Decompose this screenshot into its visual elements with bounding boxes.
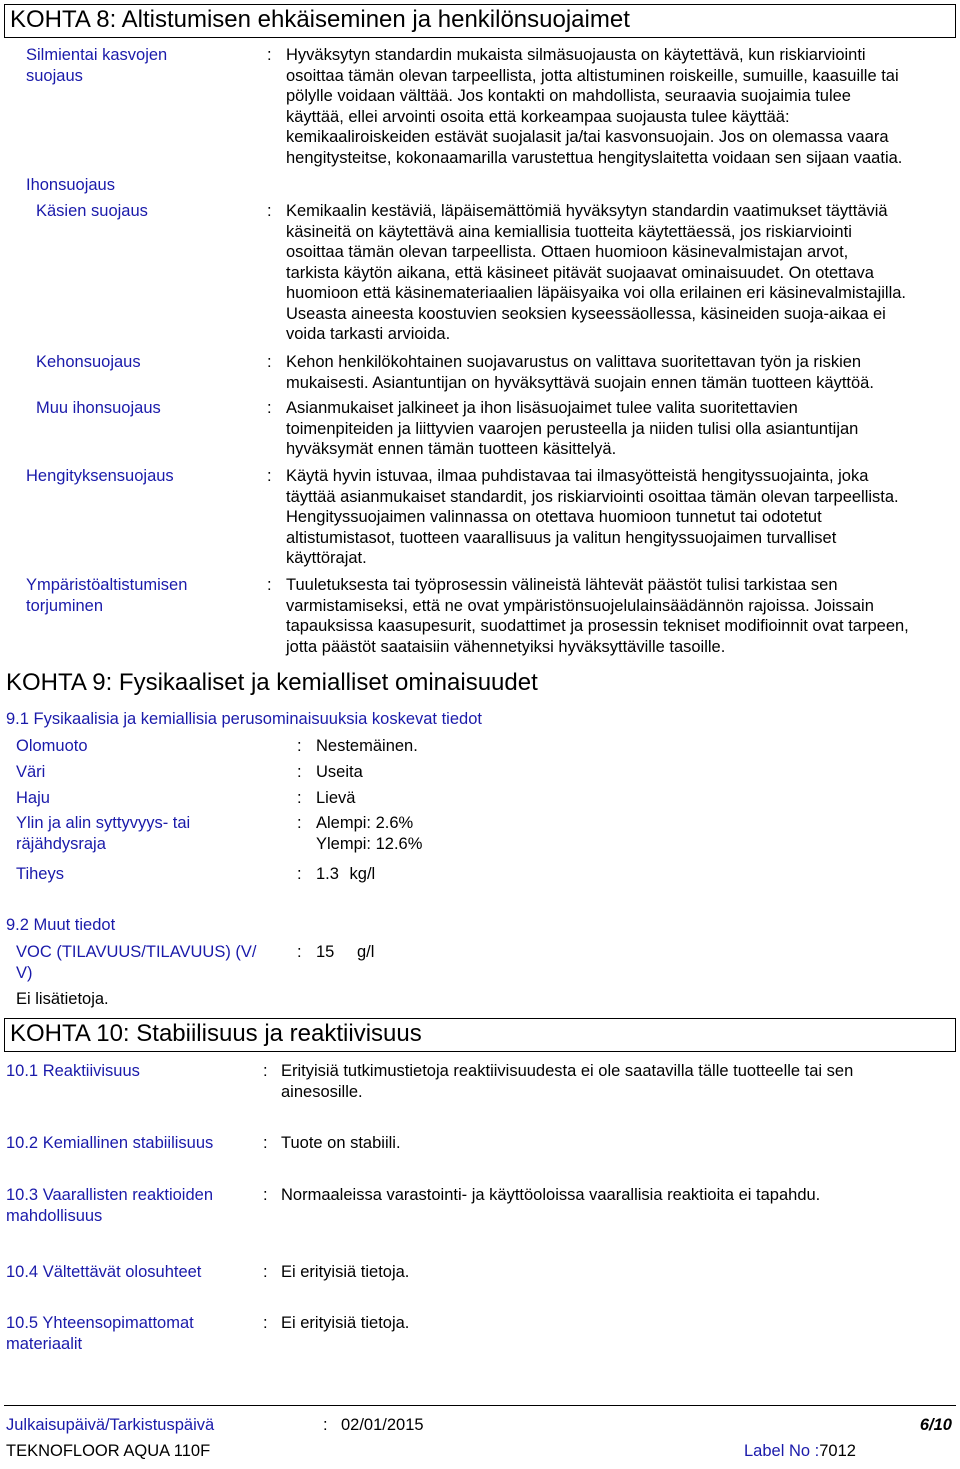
text-line: tarkista käytön aikana, että käsineet pitävät suojaavat ominaisuudet. On otettava <box>286 263 874 282</box>
text-line: tapauksissa kaasupesurit, suodattimet ja prosessin tekniset modifioinnit ovat tarpeen, <box>286 617 909 635</box>
property-colon: : <box>297 943 302 961</box>
footer-date-value: 02/01/2015 <box>341 1416 424 1434</box>
hand-protection-colon: : <box>267 202 272 220</box>
flammability-label-line1: Ylin ja alin syttyvyys- tai <box>16 814 191 832</box>
respiratory-protection-text <box>286 466 956 569</box>
chemical-stability-label-line1: 10.2 Kemiallinen stabiilisuus <box>6 1134 214 1152</box>
eye-protection-colon: : <box>267 46 272 64</box>
footer-divider <box>4 1405 956 1406</box>
label-no-value: 7012 <box>819 1442 856 1460</box>
property-colon: : <box>297 763 302 781</box>
voc-value: 15 <box>316 943 335 961</box>
property-label-color: Väri <box>16 763 46 781</box>
voc-label-line2: V) <box>16 963 33 982</box>
body-protection-colon: : <box>267 353 272 371</box>
reactivity-label-line1: 10.1 Reaktiivisuus <box>6 1062 140 1080</box>
property-colon: : <box>297 814 302 832</box>
text-line: hyväksymät ennen tämän tuotteen käsittelyä. <box>286 440 617 458</box>
text-line: Kehon henkilökohtainen suojavarustus on valittava suoritettavan työn ja riskien <box>286 353 862 371</box>
hand-protection-text <box>286 201 956 345</box>
text-line: Hyväksytyn standardin mukaista silmäsuojausta on käytettävä, kun riskiarviointi <box>286 46 866 64</box>
eye-protection-label-line2: suojaus <box>26 66 83 85</box>
section-8-title: KOHTA 8: Altistumisen ehkäiseminen ja henkilönsuojaimet <box>10 6 630 33</box>
text-line: käyttörajat. <box>286 549 367 567</box>
section-10-colon: : <box>263 1186 268 1204</box>
text-line: voida tarkasti arvioida. <box>286 325 451 343</box>
section-9-2-heading: 9.2 Muut tiedot <box>6 916 116 934</box>
property-value-density <box>316 864 375 885</box>
environmental-exposure-text <box>286 575 956 657</box>
section-9-title: KOHTA 9: Fysikaaliset ja kemialliset ominaisuudet <box>6 669 538 696</box>
text-line: pölylle voidaan välttää. Jos kontakti on mahdollista, seuraavia suojaimia tulee <box>286 87 851 105</box>
skin-protection-heading: Ihonsuojaus <box>26 176 115 194</box>
text-line: käyttää, ellei arvointi osoita että korkeampaa suojausta tulee käyttää: <box>286 107 790 126</box>
section-10-colon: : <box>263 1263 268 1281</box>
property-value-color: Useita <box>316 763 363 781</box>
conditions-to-avoid-label <box>6 1262 201 1283</box>
other-skin-protection-colon: : <box>267 399 272 417</box>
text-line: Erityisiä tutkimustietoja reaktiivisuudesta ei ole saatavilla tälle tuotteelle tai sen <box>281 1062 854 1080</box>
text-line: Kemikaalin kestäviä, läpäisemättömiä hyväksytyn standardin vaatimukset täyttäviä <box>286 202 888 220</box>
voc-unit: g/l <box>356 943 375 961</box>
conditions-to-avoid-value: Ei erityisiä tietoja. <box>281 1263 410 1281</box>
footer-label-number <box>744 1441 856 1462</box>
text-line: kemikaaliroiskeiden estävät suojalasit ja/tai kasvonsuojain. Jos on olemassa vaara <box>286 128 889 146</box>
conditions-to-avoid-label-line1: 10.4 Vältettävät olosuhteet <box>6 1263 202 1281</box>
property-value-flammability <box>316 813 422 854</box>
text-line: Tuuletuksesta tai työprosessin välineistä lähtevät päästöt tulisi tarkistaa sen <box>286 576 838 594</box>
hazardous-reactions-value: Normaaleissa varastointi- ja käyttöoloissa vaarallisia reaktioita ei tapahdu. <box>281 1186 821 1204</box>
body-protection-label: Kehonsuojaus <box>36 353 141 371</box>
property-colon: : <box>297 865 302 883</box>
property-label-appearance: Olomuoto <box>16 737 88 755</box>
flammability-label-line2: räjähdysraja <box>16 834 106 853</box>
text-line: Useasta aineesta koostuvien seoksien kyseessäollessa, käsineiden suoja-aikaa ei <box>286 304 886 323</box>
text-line: ainesosille. <box>281 1082 363 1101</box>
section-8-heading <box>4 4 956 38</box>
section-10-title: KOHTA 10: Stabiilisuus ja reaktiivisuus <box>10 1020 422 1047</box>
chemical-stability-label <box>6 1133 213 1154</box>
flammability-lower: Alempi: 2.6% <box>316 814 414 832</box>
section-10-colon: : <box>263 1314 268 1332</box>
footer-colon: : <box>323 1416 328 1434</box>
property-colon: : <box>297 789 302 807</box>
property-label-flammability <box>16 813 190 854</box>
no-additional-info: Ei lisätietoja. <box>16 990 109 1008</box>
body-protection-text <box>286 352 956 393</box>
property-value-appearance: Nestemäinen. <box>316 737 418 755</box>
text-line: mukaisesti. Asiantuntijan on hyväksyttävä suojain ennen tämän tuotteen käyttöä. <box>286 373 874 392</box>
section-9-1-heading: 9.1 Fysikaalisia ja kemiallisia perusominaisuuksia koskevat tiedot <box>6 710 482 728</box>
section-10-heading <box>4 1018 956 1052</box>
environmental-exposure-colon: : <box>267 576 272 594</box>
text-line: Asianmukaiset jalkineet ja ihon lisäsuojaimet tulee valita suoritettavien <box>286 399 798 417</box>
footer-date-label: Julkaisupäivä/Tarkistuspäivä <box>6 1416 215 1434</box>
other-skin-protection-text <box>286 398 956 460</box>
text-line: hengitysteitse, kokonaamarilla varustettua hengityslaitetta voidaan sen sijaan vaatia. <box>286 148 903 167</box>
text-line: huomioon että käsinemateriaalien läpäisyaika voi olla erilainen eri käsinevalmistajilla. <box>286 284 906 302</box>
reactivity-value <box>281 1061 951 1102</box>
text-line: toimenpiteiden ja liittyvien vaarojen perusteella ja niiden tulisi olla asiantuntijan <box>286 419 859 438</box>
incompatible-materials-value: Ei erityisiä tietoja. <box>281 1314 410 1332</box>
section-10-colon: : <box>263 1062 268 1080</box>
environmental-exposure-label-line1: Ympäristöaltistumisen <box>26 576 188 594</box>
text-line: täyttää asianmukaiset standardit, jos riskiarviointi osoittaa tämän olevan tarpeellista. <box>286 487 899 506</box>
incompatible-materials-label-line2: materiaalit <box>6 1334 83 1353</box>
hand-protection-label: Käsien suojaus <box>36 202 148 220</box>
chemical-stability-value: Tuote on stabiili. <box>281 1134 401 1152</box>
footer-product-name: TEKNOFLOOR AQUA 110F <box>6 1442 211 1460</box>
property-colon: : <box>297 737 302 755</box>
property-label-density: Tiheys <box>16 865 64 883</box>
hazardous-reactions-label-line1: 10.3 Vaarallisten reaktioiden <box>6 1186 213 1204</box>
text-line: Käytä hyvin istuvaa, ilmaa puhdistavaa tai ilmasyötteistä hengityssuojainta, joka <box>286 467 869 485</box>
respiratory-protection-label: Hengityksensuojaus <box>26 467 174 485</box>
hazardous-reactions-label <box>6 1185 213 1226</box>
respiratory-protection-colon: : <box>267 467 272 485</box>
text-line: varmistamiseksi, että ne ovat ympäristönsuojelulainsäädännön rajoissa. Joissain <box>286 596 874 615</box>
footer-page-number: 6/10 <box>919 1416 952 1434</box>
hazardous-reactions-label-line2: mahdollisuus <box>6 1206 103 1225</box>
reactivity-label <box>6 1061 140 1082</box>
property-value-odor: Lievä <box>316 789 356 807</box>
text-line: altistumistasot, tuotteen vaarallisuus ja valitun hengityssuojaimen turvalliset <box>286 528 837 547</box>
density-unit: kg/l <box>349 865 376 883</box>
environmental-exposure-label <box>26 575 187 616</box>
voc-label-line1: VOC (TILAVUUS/TILAVUUS) (V/ <box>16 943 257 961</box>
environmental-exposure-label-line2: torjuminen <box>26 596 104 615</box>
density-value: 1.3 <box>316 865 339 883</box>
flammability-upper: Ylempi: 12.6% <box>316 834 423 853</box>
text-line: käsineitä on käytettävä aina kemiallisia tuotteita käytettäessä, jos riskiarviointi <box>286 222 852 241</box>
text-line: osoittaa tämän olevan tarpeellista. Ottaen huomioon käsinevalmistajan arvot, <box>286 243 849 261</box>
text-line: osoittaa tämän olevan tarpeellista, jotta altistuminen roiskeille, sumuille, kaasuille tai <box>286 66 899 85</box>
eye-protection-label <box>26 45 167 86</box>
label-no-prefix: Label No : <box>744 1442 820 1460</box>
incompatible-materials-label-line1: 10.5 Yhteensopimattomat <box>6 1314 194 1332</box>
text-line: Hengityssuojaimen valinnassa on otettava huomioon tunnetut tai odotetut <box>286 508 822 526</box>
incompatible-materials-label <box>6 1313 194 1354</box>
eye-protection-label-line1: Silmientai kasvojen <box>26 46 168 64</box>
section-10-colon: : <box>263 1134 268 1152</box>
property-value-voc <box>316 942 374 963</box>
other-skin-protection-label: Muu ihonsuojaus <box>36 399 161 417</box>
property-label-odor: Haju <box>16 789 50 807</box>
text-line: jotta päästöt saataisiin vähennetyiksi hyväksyttäville tasoille. <box>286 637 726 656</box>
property-label-voc <box>16 942 257 983</box>
eye-protection-text <box>286 45 956 168</box>
